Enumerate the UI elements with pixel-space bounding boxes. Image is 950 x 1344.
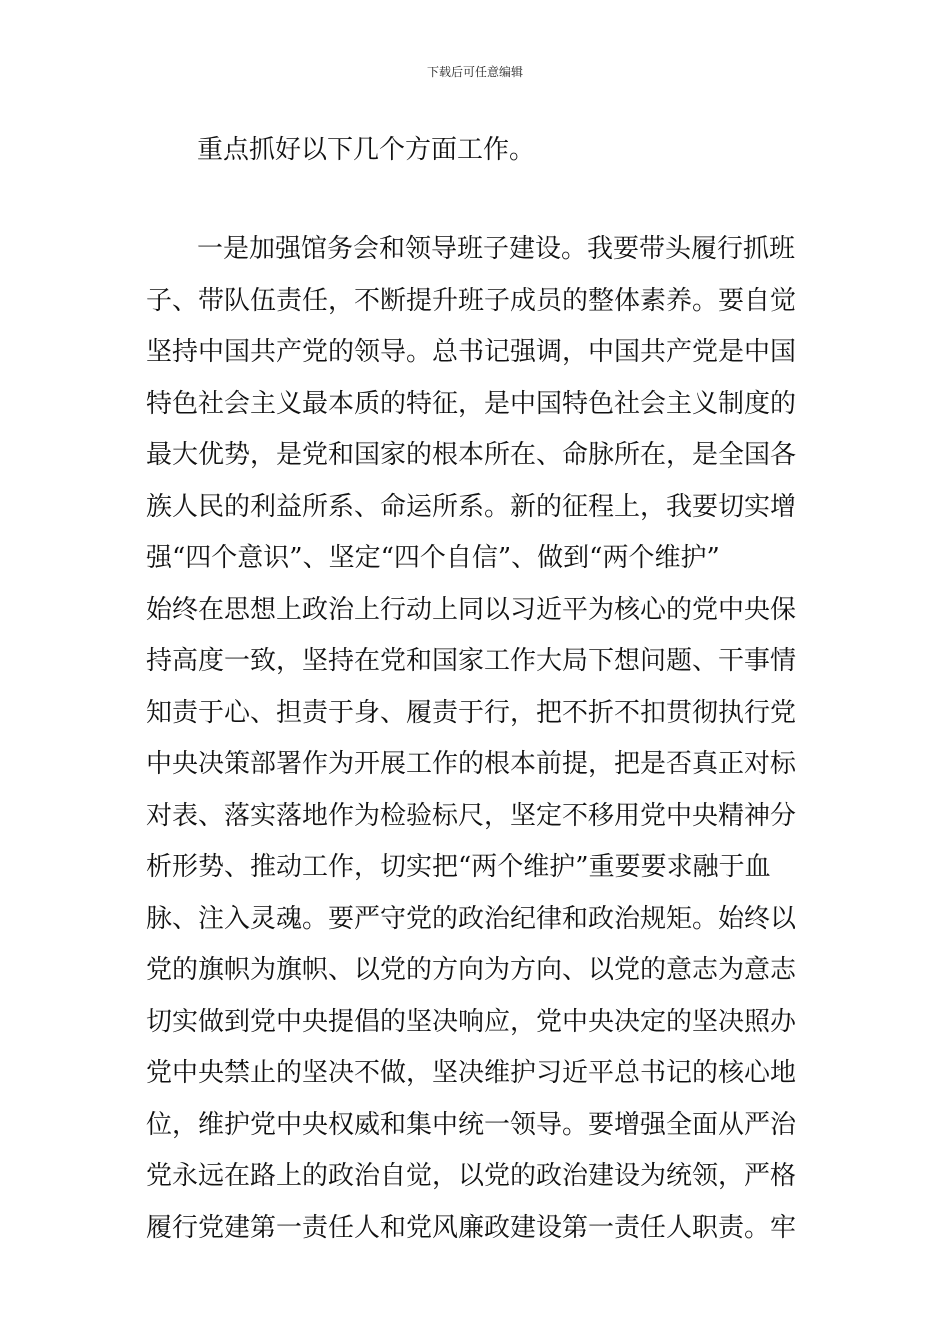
body-line: 党永远在路上的政治自觉，以党的政治建设为统领，严格 bbox=[146, 1161, 797, 1191]
body-line: 析形势、推动工作，切实把“两个维护”重要要求融于血 bbox=[146, 852, 771, 882]
body-line: 特色社会主义最本质的特征，是中国特色社会主义制度的 bbox=[146, 388, 797, 419]
body-line: 坚持中国共产党的领导。总书记强调，中国共产党是中国 bbox=[146, 337, 797, 367]
body-line: 族人民的利益所系、命运所系。新的征程上，我要切实增 bbox=[146, 491, 797, 522]
intro-paragraph: 重点抓好以下几个方面工作。 bbox=[197, 135, 536, 165]
body-line: 位，维护党中央权威和集中统一领导。要增强全面从严治 bbox=[146, 1109, 797, 1140]
body-line: 对表、落实落地作为检验标尺，坚定不移用党中央精神分 bbox=[146, 800, 797, 831]
body-line: 党中央禁止的坚决不做，坚决维护习近平总书记的核心地 bbox=[146, 1058, 797, 1088]
body-line: 党的旗帜为旗帜、以党的方向为方向、以党的意志为意志 bbox=[146, 955, 797, 985]
body-line: 始终在思想上政治上行动上同以习近平为核心的党中央保 bbox=[146, 594, 797, 625]
body-line: 最大优势，是党和国家的根本所在、命脉所在，是全国各 bbox=[146, 440, 797, 470]
body-line: 中央决策部署作为开展工作的根本前提，把是否真正对标 bbox=[146, 749, 797, 779]
body-line: 子、带队伍责任，不断提升班子成员的整体素养。要自觉 bbox=[146, 285, 797, 316]
body-line: 履行党建第一责任人和党风廉政建设第一责任人职责。牢 bbox=[146, 1212, 797, 1243]
body-line: 切实做到党中央提倡的坚决响应，党中央决定的坚决照办 bbox=[146, 1006, 797, 1037]
body-line: 强“四个意识”、坚定“四个自信”、做到“两个维护” bbox=[146, 543, 720, 573]
body-line: 持高度一致，坚持在党和国家工作大局下想问题、干事情 bbox=[146, 646, 797, 676]
body-line: 脉、注入灵魂。要严守党的政治纪律和政治规矩。始终以 bbox=[146, 903, 797, 934]
body-line: 一是加强馆务会和领导班子建设。我要带头履行抓班 bbox=[197, 234, 796, 264]
body-paragraph bbox=[146, 227, 816, 1257]
page-header: 下载后可任意编辑 bbox=[426, 65, 523, 79]
body-line: 知责于心、担责于身、履责于行，把不折不扣贯彻执行党 bbox=[146, 697, 797, 728]
